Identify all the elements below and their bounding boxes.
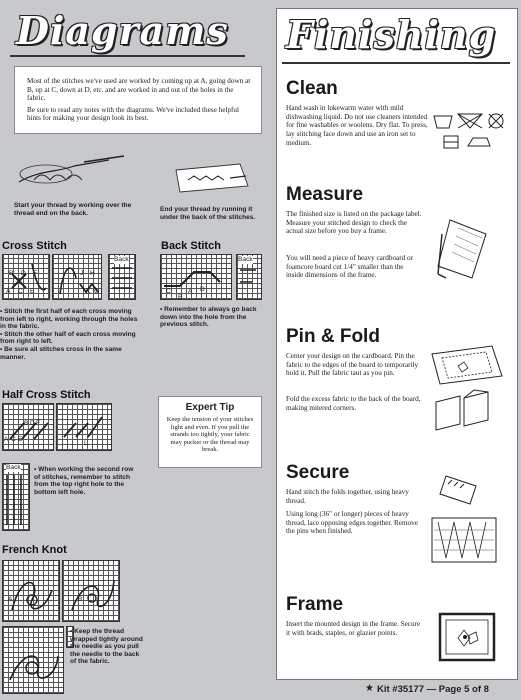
back-stitch-label-a: A bbox=[188, 288, 193, 295]
back-stitch-label-b: B bbox=[178, 294, 183, 301]
half-cross-note: • When working the second row of stitches, remember to stitch from the top right hole to the bottom left hole. bbox=[34, 466, 134, 496]
back-stitch-thread-marks bbox=[160, 254, 270, 304]
frame-heading: Frame bbox=[286, 594, 344, 615]
diagrams-title: Diagrams bbox=[16, 8, 229, 53]
half-cross-label-f: F bbox=[36, 420, 41, 427]
secure-p2: Using long (36" or longer) pieces of heavy thread, lace opposing edges together. Remove the pins when finished. bbox=[286, 510, 418, 536]
back-stitch-title: Back Stitch bbox=[161, 240, 221, 252]
diagrams-title-underline bbox=[10, 55, 245, 57]
expert-tip-box bbox=[158, 396, 262, 468]
half-cross-label-a: A bbox=[4, 436, 9, 443]
start-thread-caption: Start your thread by working over the thread end on the back. bbox=[14, 202, 132, 217]
cross-stitch-label-j: J bbox=[80, 270, 84, 277]
cross-stitch-back-label: Back bbox=[114, 256, 129, 263]
half-cross-back-label: Back bbox=[6, 464, 21, 471]
end-thread-illustration bbox=[170, 160, 255, 195]
half-cross-label-d: D bbox=[30, 420, 35, 427]
pin-fold-p1: Center your design on the cardboard. Pin the fabric to the edges of the board to temporarily hold it. Pull the fabric taut as you pin. bbox=[286, 352, 419, 378]
frame-illustration bbox=[438, 612, 498, 664]
measure-p1: The finished size is listed on the package label. Measure your stitched design to check the actual size before you buy a frame. bbox=[286, 210, 422, 236]
back-stitch-label-d: D bbox=[200, 286, 205, 293]
cross-stitch-label-k: K bbox=[86, 288, 91, 295]
measure-illustration bbox=[436, 214, 496, 284]
expert-tip-title: Expert Tip bbox=[185, 402, 235, 413]
half-cross-label-c: C bbox=[11, 436, 16, 443]
footer-kit-text: Kit #35177 — Page 5 of 8 bbox=[377, 684, 489, 695]
half-cross-label-l: L bbox=[84, 440, 88, 447]
cross-stitch-label-b: B bbox=[9, 270, 14, 277]
back-stitch-back-label: Back bbox=[238, 256, 253, 263]
diagrams-intro-p2: Be sure to read any notes with the diagrams. We've included these helpful hints for making your design look its best. bbox=[27, 105, 239, 123]
secure-heading: Secure bbox=[286, 462, 350, 483]
laundry-care-icons bbox=[430, 110, 510, 154]
secure-p1: Hand stitch the folds together, using heavy thread. bbox=[286, 488, 409, 505]
end-thread-caption: End your thread by running it under the back of the stitches. bbox=[160, 206, 256, 221]
half-cross-back-marks bbox=[2, 463, 32, 533]
half-cross-title: Half Cross Stitch bbox=[2, 389, 91, 401]
french-knot-note: • Keep the thread wrapped tightly around the needle as you pull the needle to the back of the fabric. bbox=[70, 628, 143, 666]
cross-stitch-label-d: D bbox=[21, 270, 26, 277]
cross-stitch-label-e: E bbox=[30, 288, 35, 295]
measure-heading: Measure bbox=[286, 184, 364, 205]
pin-fold-illustration bbox=[428, 338, 508, 438]
finishing-title-underline bbox=[282, 62, 510, 64]
cross-stitch-label-f: F bbox=[33, 270, 38, 277]
expert-tip-text: Keep the tension of your stitches light and even. If you pull the strands too tightly, your fabric may pucker or the thread may break. bbox=[166, 416, 254, 454]
half-cross-thread-marks bbox=[2, 403, 112, 453]
clean-text: Hand wash in lukewarm water with mild dishwashing liquid. Do not use cleaners intended for fine washables or woolens. Dry flat. To press, lay stitching face down and use an iron set to medium. bbox=[286, 104, 428, 147]
cross-stitch-label-g: G bbox=[94, 288, 100, 295]
cross-stitch-label-c: C bbox=[18, 288, 23, 295]
diagrams-intro-p1: Most of the stitches we've used are worked by coming up at A, going down at B, up at C, down at D, etc. and are worked in and out of the holes in the fabric. bbox=[27, 77, 251, 103]
secure-illustration bbox=[428, 468, 502, 568]
cross-stitch-note-2: • Stitch the other half of each cross moving from right to left. bbox=[0, 330, 136, 346]
finishing-title: Finishing bbox=[286, 12, 497, 57]
back-stitch-note: • Remember to always go back down into the hole from the previous stitch. bbox=[160, 306, 257, 329]
pin-fold-p2: Fold the excess fabric to the back of the board, making mitered corners. bbox=[286, 395, 421, 412]
clean-heading: Clean bbox=[286, 78, 338, 99]
footer-star-icon: ★ bbox=[365, 683, 374, 694]
measure-p2: You will need a piece of heavy cardboard or foamcore board cut 1/4" smaller than the inside dimensions of the frame. bbox=[286, 254, 414, 280]
cross-stitch-title: Cross Stitch bbox=[2, 240, 67, 252]
cross-stitch-label-a: A bbox=[6, 288, 11, 295]
start-thread-illustration bbox=[14, 152, 134, 192]
half-cross-label-e: E bbox=[18, 436, 23, 443]
half-cross-label-b: B bbox=[24, 420, 29, 427]
pin-fold-heading: Pin & Fold bbox=[286, 326, 380, 347]
cross-stitch-note-1: • Stitch the first half of each cross moving from left to right, working through the holes in the fabric. bbox=[0, 308, 138, 331]
french-knot-label-a: A bbox=[8, 596, 13, 603]
cross-stitch-note-3: • Be sure all stitches cross in the same manner. bbox=[0, 345, 122, 361]
cross-stitch-label-h: H bbox=[90, 270, 95, 277]
cross-stitch-notes bbox=[0, 308, 142, 361]
french-knot-label-b: B bbox=[78, 596, 83, 603]
frame-text: Insert the mounted design in the frame. Secure it with brads, staples, or glazier points. bbox=[286, 620, 421, 637]
french-knot-title: French Knot bbox=[2, 544, 67, 556]
back-stitch-label-c: C bbox=[166, 288, 171, 295]
diagrams-intro-box bbox=[14, 66, 262, 134]
